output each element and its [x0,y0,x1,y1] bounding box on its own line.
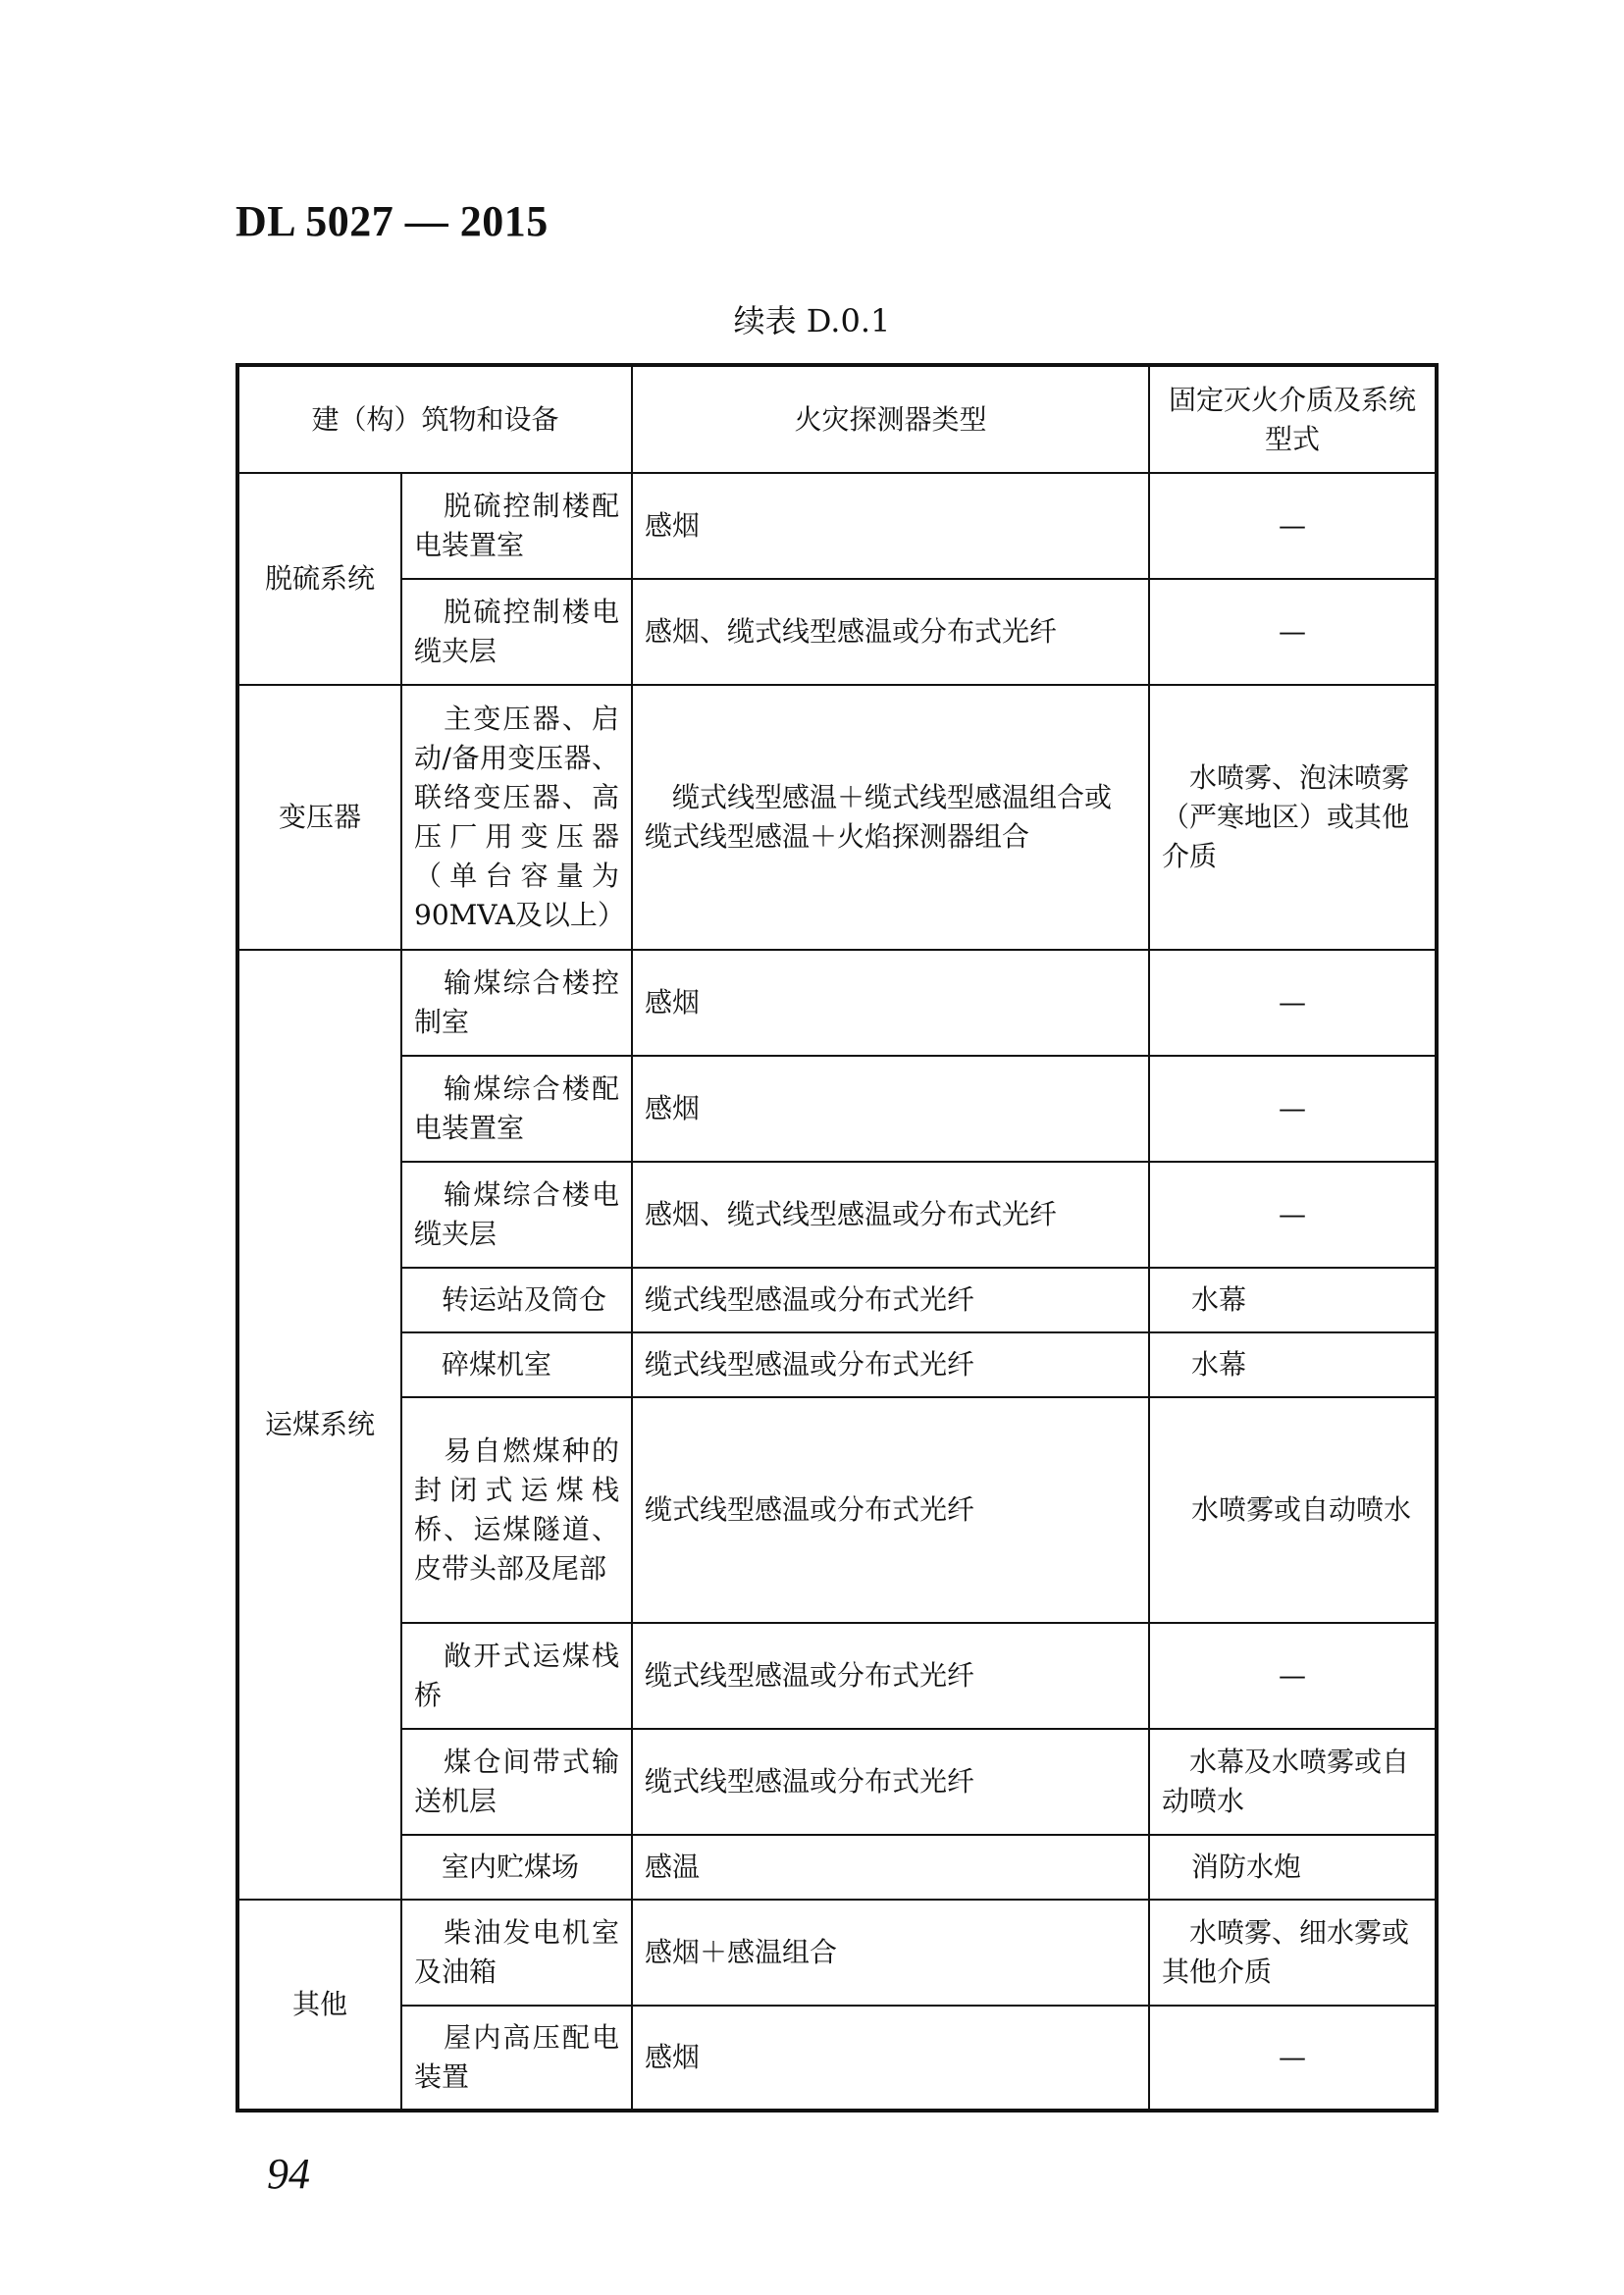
sub-item: 柴油发电机室及油箱 [414,1916,620,1988]
table-row [237,579,1437,685]
group-other: 其他 [237,1900,401,2111]
medium-text: 水喷雾、细水雾或其他介质 [1162,1916,1410,1988]
sub-item: 敞开式运煤栈桥 [414,1640,620,1711]
detector-cell: 缆式线型感温或分布式光纤 [632,1623,1149,1729]
table-row [237,1623,1437,1729]
detector-cell: 缆式线型感温或分布式光纤 [632,1332,1149,1397]
header-detector: 火灾探测器类型 [632,365,1149,473]
table-row [237,473,1437,579]
table-row [237,1900,1437,2006]
sub-item: 煤仓间带式输送机层 [414,1746,620,1817]
detector-cell: 感烟 [632,950,1149,1056]
table-row [237,1835,1437,1900]
group-coal-handling: 运煤系统 [237,950,401,1900]
table-row [237,1332,1437,1397]
table-caption: 续表 D.0.1 [733,302,891,339]
detector-cell: 缆式线型感温或分布式光纤 [632,1268,1149,1332]
medium-cell: — [1149,579,1437,685]
header-medium: 固定灭火介质及系统型式 [1149,365,1437,473]
sub-item: 碎煤机室 [442,1348,552,1381]
table-row [237,1397,1437,1623]
sub-item: 脱硫控制楼配电装置室 [414,490,620,561]
sub-item: 室内贮煤场 [442,1851,580,1883]
detector-cell: 感烟、缆式线型感温或分布式光纤 [632,1162,1149,1268]
sub-item: 输煤综合楼配电装置室 [414,1072,620,1144]
medium-cell: 水幕 [1149,1332,1437,1397]
sub-item: 主变压器、启动/备用变压器、联络变压器、高压厂用变压器（单台容量为90MVA及以上） [414,703,625,931]
medium-text: 水喷雾、泡沫喷雾（严寒地区）或其他介质 [1162,761,1410,872]
medium-cell: — [1149,1623,1437,1729]
table-row [237,1268,1437,1332]
medium-cell: — [1149,1162,1437,1268]
page-number: 94 [267,2150,310,2198]
medium-cell: — [1149,1056,1437,1162]
table-row [237,950,1437,1056]
detector-cell: 缆式线型感温或分布式光纤 [632,1729,1149,1835]
medium-cell: — [1149,2006,1437,2111]
sub-item: 易自燃煤种的封闭式运煤栈桥、运煤隧道、皮带头部及尾部 [414,1434,620,1585]
table-row [237,685,1437,950]
table-row [237,1729,1437,1835]
group-desulfurization: 脱硫系统 [237,473,401,685]
medium-cell: 水幕 [1149,1268,1437,1332]
group-transformer: 变压器 [237,685,401,950]
header-building: 建（构）筑物和设备 [237,365,632,473]
detector-cell: 感烟、缆式线型感温或分布式光纤 [632,579,1149,685]
detector-cell: 缆式线型感温或分布式光纤 [632,1397,1149,1623]
table-header-row [237,365,1437,473]
medium-cell: — [1149,950,1437,1056]
detector-cell: 感温 [632,1835,1149,1900]
table-row [237,1056,1437,1162]
medium-cell: — [1149,473,1437,579]
medium-text: 水幕及水喷雾或自动喷水 [1162,1746,1410,1817]
sub-item: 转运站及筒仓 [442,1283,607,1316]
medium-cell: 水喷雾或自动喷水 [1149,1397,1437,1623]
detector-text: 缆式线型感温＋缆式线型感温组合或缆式线型感温＋火焰探测器组合 [645,781,1113,853]
table-row [237,1162,1437,1268]
standard-code: DL 5027 — 2015 [236,197,549,245]
fire-detection-table [236,363,1439,2112]
detector-cell: 感烟 [632,1056,1149,1162]
detector-cell: 感烟 [632,2006,1149,2111]
medium-cell: 消防水炮 [1149,1835,1437,1900]
detector-cell: 感烟 [632,473,1149,579]
sub-item: 脱硫控制楼电缆夹层 [414,596,620,667]
sub-item: 输煤综合楼电缆夹层 [414,1178,620,1250]
sub-item: 输煤综合楼控制室 [414,966,620,1038]
sub-item: 屋内高压配电装置 [414,2021,620,2093]
detector-cell [632,685,1149,950]
table-row [237,2006,1437,2111]
detector-cell: 感烟＋感温组合 [632,1900,1149,2006]
